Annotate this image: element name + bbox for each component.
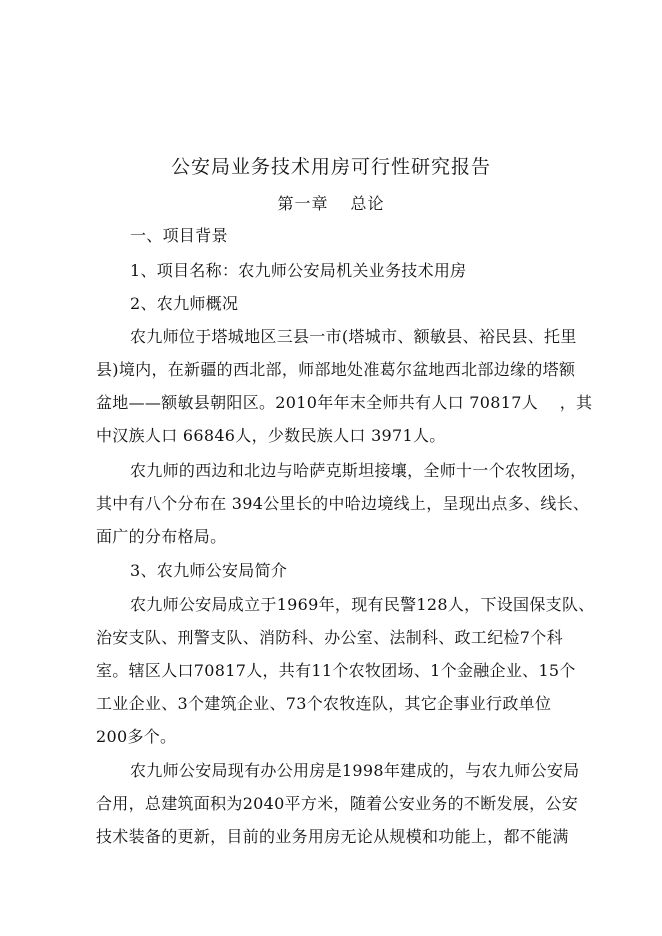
paragraph-line: 200多个。 xyxy=(96,727,177,746)
paragraph-line: 农九师公安局现有办公用房是1998年建成的，与农九师公安局 xyxy=(130,761,580,780)
item-police-bureau-intro: 3、农九师公安局简介 xyxy=(130,561,288,580)
paragraph-line: 其中有八个分布在 394公里长的中哈边境线上，呈现出点多、线长、 xyxy=(96,494,590,513)
paragraph-line: 盆地——额敏县朝阳区。2010年年末全师共有人口 70817人 ，其 xyxy=(96,393,593,412)
paragraph-line: 县)境内，在新疆的西北部，师部地处准葛尔盆地西北部边缘的塔额 xyxy=(96,360,576,379)
document-title: 公安局业务技术用房可行性研究报告 xyxy=(170,156,491,178)
paragraph-line: 治安支队、刑警支队、消防科、办公室、法制科、政工纪检7个科 xyxy=(96,628,563,647)
paragraph-line: 面广的分布格局。 xyxy=(96,527,227,546)
paragraph-line: 技术装备的更新，目前的业务用房无论从规模和功能上，都不能满 xyxy=(96,827,569,846)
item-division-overview: 2、农九师概况 xyxy=(130,294,239,313)
chapter-heading xyxy=(0,191,662,214)
chapter-name: 总论 xyxy=(350,194,385,213)
chapter-number: 第一章 xyxy=(277,194,329,213)
section-heading-background: 一、项目背景 xyxy=(130,226,228,245)
paragraph-line: 室。辖区人口70817人，共有11个农牧团场、1个金融企业、15个 xyxy=(96,661,576,680)
item-project-name: 1、项目名称：农九师公安局机关业务技术用房 xyxy=(130,261,467,280)
paragraph-line: 农九师位于塔城地区三县一市(塔城市、额敏县、裕民县、托里 xyxy=(130,327,577,346)
paragraph-line: 合用，总建筑面积为2040平方米，随着公安业务的不断发展，公安 xyxy=(96,794,579,813)
paragraph-line: 中汉族人口 66846人，少数民族人口 3971人。 xyxy=(96,426,446,445)
paragraph-line: 工业企业、3个建筑企业、73个农牧连队，其它企事业行政单位 xyxy=(96,694,552,713)
paragraph-line: 农九师公安局成立于1969年，现有民警128人，下设国保支队、 xyxy=(130,595,595,614)
paragraph-line: 农九师的西边和北边与哈萨克斯坦接壤，全师十一个农牧团场， xyxy=(130,461,587,480)
